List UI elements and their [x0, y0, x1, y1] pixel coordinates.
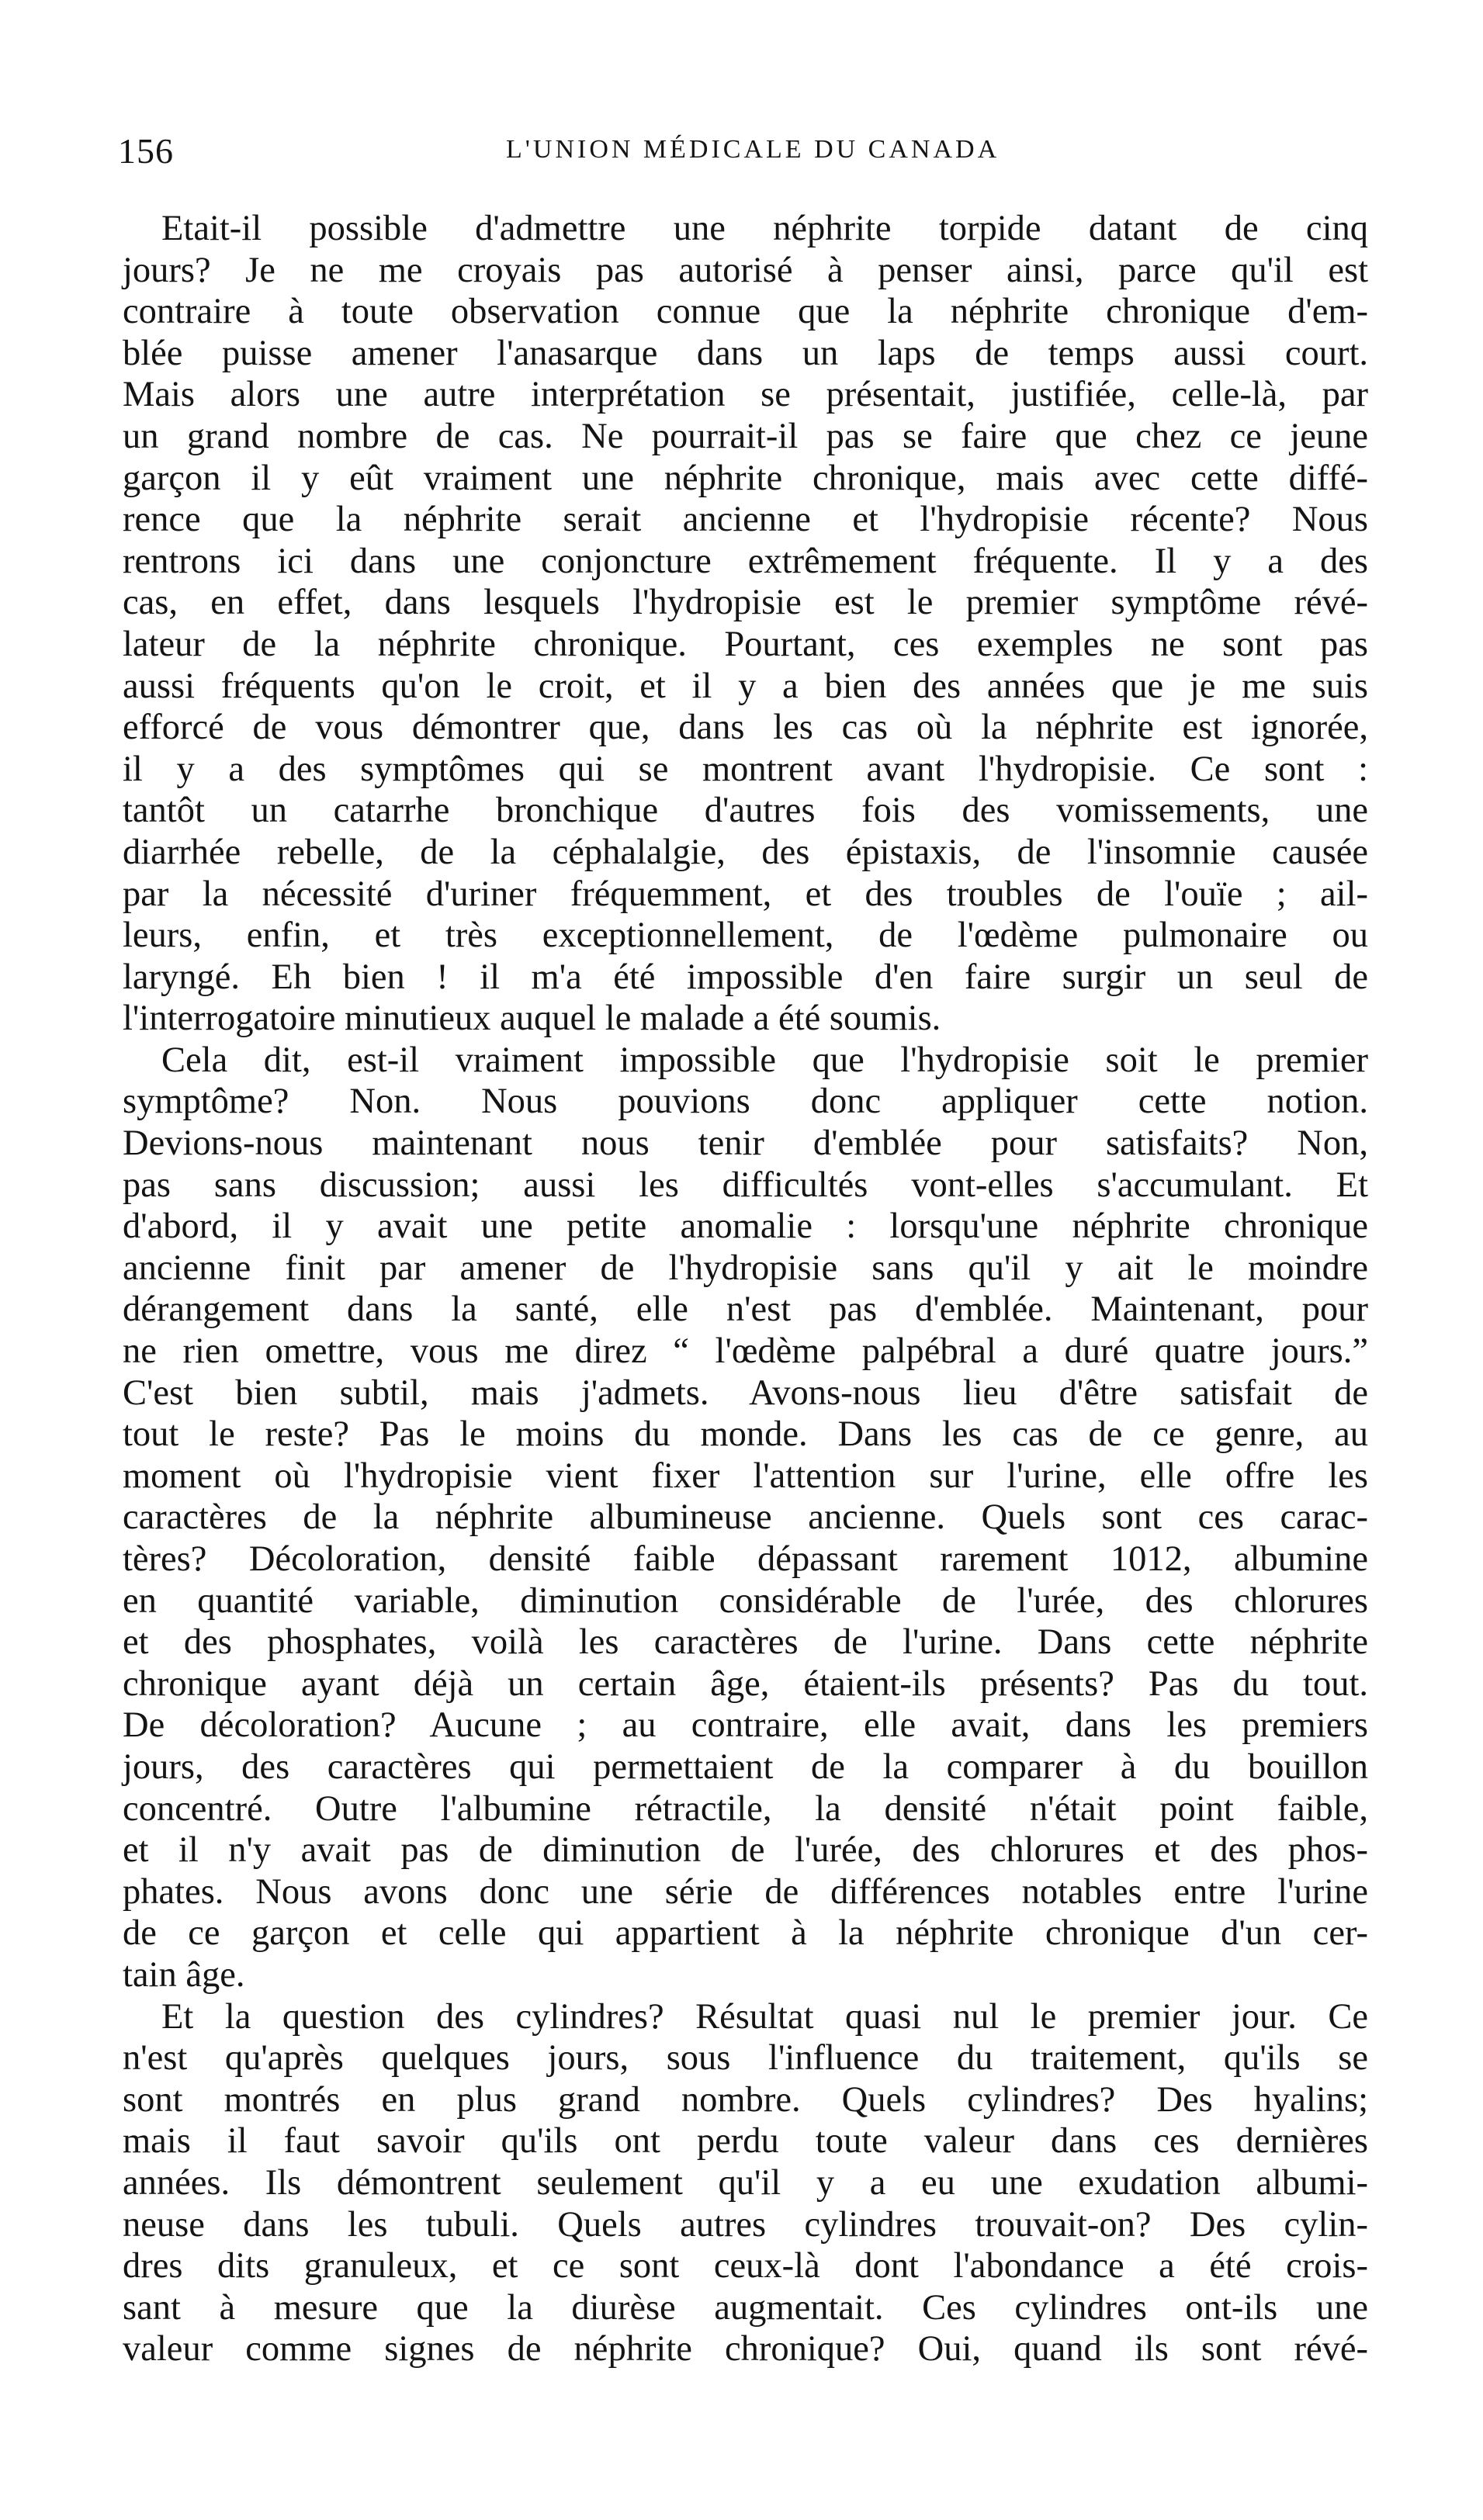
text-line: garçon il y eût vraiment une néphrite chronique, mais avec cette diffé- — [123, 458, 1368, 498]
text-line: efforcé de vous démontrer que, dans les cas où la néphrite est ignorée, — [123, 708, 1368, 748]
text-line: chronique ayant déjà un certain âge, étaient-ils présents? Pas du tout. — [123, 1663, 1368, 1704]
text-line: aussi fréquents qu'on le croit, et il y a bien des années que je me suis — [123, 666, 1368, 706]
text-line: jours? Je ne me croyais pas autorisé à penser ainsi, parce qu'il est — [123, 250, 1368, 290]
text-line: Et la question des cylindres? Résultat quasi nul le premier jour. Ce — [161, 1996, 1368, 2037]
text-line: rence que la néphrite serait ancienne et l'hydropisie récente? Nous — [123, 500, 1368, 540]
text-line: en quantité variable, diminution considérable de l'urée, des chlorures — [123, 1580, 1368, 1621]
journal-title: L'UNION MÉDICALE DU CANADA — [506, 135, 1000, 164]
text-line: neuse dans les tubuli. Quels autres cylindres trouvait-on? Des cylin- — [123, 2204, 1368, 2245]
text-line: ne rien omettre, vous me direz “ l'œdème palpébral a duré quatre jours.” — [123, 1331, 1368, 1372]
text-line: diarrhée rebelle, de la céphalalgie, des épistaxis, de l'insomnie causée — [123, 832, 1368, 872]
text-line: blée puisse amener l'anasarque dans un laps de temps aussi court. — [123, 333, 1368, 373]
text-line: concentré. Outre l'albumine rétractile, la densité n'était point faible, — [123, 1788, 1368, 1829]
text-line: Etait-il possible d'admettre une néphrite torpide datant de cinq — [161, 209, 1368, 248]
text-line: et des phosphates, voilà les caractères de l'urine. Dans cette néphrite — [123, 1622, 1368, 1663]
text-line: sont montrés en plus grand nombre. Quels cylindres? Des hyalins; — [123, 2079, 1368, 2120]
text-line: sant à mesure que la diurèse augmentait. Ces cylindres ont-ils une — [123, 2287, 1368, 2328]
text-line: symptôme? Non. Nous pouvions donc appliquer cette notion. — [123, 1082, 1368, 1122]
text-line: dres dits granuleux, et ce sont ceux-là dont l'abondance a été crois- — [123, 2246, 1368, 2286]
text-line: valeur comme signes de néphrite chronique? Oui, quand ils sont révé- — [123, 2329, 1368, 2369]
text-line: tain âge. — [123, 1954, 245, 1995]
text-line: il y a des symptômes qui se montrent avant l'hydropisie. Ce sont : — [123, 749, 1368, 789]
text-line: phates. Nous avons donc une série de différences notables entre l'urine — [123, 1871, 1368, 1912]
text-line: années. Ils démontrent seulement qu'il y a eu une exudation albumi- — [123, 2162, 1368, 2203]
body-text — [123, 208, 1368, 2370]
text-line: et il n'y avait pas de diminution de l'urée, des chlorures et des phos- — [123, 1830, 1368, 1871]
running-head — [118, 130, 1329, 177]
text-line: laryngé. Eh bien ! il m'a été impossible d'en faire surgir un seul de — [123, 957, 1368, 997]
text-line: cas, en effet, dans lesquels l'hydropisie est le premier symptôme révé- — [123, 583, 1368, 623]
text-line: tout le reste? Pas le moins du monde. Dans les cas de ce genre, au — [123, 1414, 1368, 1455]
text-line: caractères de la néphrite albumineuse ancienne. Quels sont ces carac- — [123, 1497, 1368, 1538]
text-line: ancienne finit par amener de l'hydropisie sans qu'il y ait le moindre — [123, 1248, 1368, 1288]
text-line: dérangement dans la santé, elle n'est pas d'emblée. Maintenant, pour — [123, 1289, 1368, 1330]
text-line: l'interrogatoire minutieux auquel le malade a été soumis. — [123, 999, 941, 1039]
text-line: un grand nombre de cas. Ne pourrait-il pas se faire que chez ce jeune — [123, 416, 1368, 456]
text-line: tantôt un catarrhe bronchique d'autres fois des vomissements, une — [123, 791, 1368, 831]
text-line: De décoloration? Aucune ; au contraire, elle avait, dans les premiers — [123, 1705, 1368, 1746]
text-line: C'est bien subtil, mais j'admets. Avons-nous lieu d'être satisfait de — [123, 1372, 1368, 1413]
text-line: de ce garçon et celle qui appartient à la néphrite chronique d'un cer- — [123, 1913, 1368, 1954]
page-number: 156 — [118, 131, 174, 171]
text-line: par la nécessité d'uriner fréquemment, et des troubles de l'ouïe ; ail- — [123, 874, 1368, 914]
text-line: tères? Décoloration, densité faible dépassant rarement 1012, albumine — [123, 1539, 1368, 1579]
text-line: mais il faut savoir qu'ils ont perdu toute valeur dans ces dernières — [123, 2121, 1368, 2162]
text-line: moment où l'hydropisie vient fixer l'attention sur l'urine, elle offre les — [123, 1456, 1368, 1496]
text-line: lateur de la néphrite chronique. Pourtant, ces exemples ne sont pas — [123, 624, 1368, 664]
text-line: jours, des caractères qui permettaient de la comparer à du bouillon — [123, 1746, 1368, 1787]
text-line: n'est qu'après quelques jours, sous l'influence du traitement, qu'ils se — [123, 2038, 1368, 2079]
text-line: Mais alors une autre interprétation se présentait, justifiée, celle-là, par — [123, 375, 1368, 415]
text-line: contraire à toute observation connue que la néphrite chronique d'em- — [123, 292, 1368, 332]
text-line: Devions-nous maintenant nous tenir d'emblée pour satisfaits? Non, — [123, 1123, 1368, 1164]
text-line: leurs, enfin, et très exceptionnellement, de l'œdème pulmonaire ou — [123, 916, 1368, 956]
text-line: Cela dit, est-il vraiment impossible que l'hydropisie soit le premier — [161, 1040, 1368, 1080]
text-line: pas sans discussion; aussi les difficultés vont-elles s'accumulant. Et — [123, 1165, 1368, 1205]
text-line: d'abord, il y avait une petite anomalie : lorsqu'une néphrite chronique — [123, 1206, 1368, 1247]
text-line: rentrons ici dans une conjoncture extrêmement fréquente. Il y a des — [123, 541, 1368, 581]
